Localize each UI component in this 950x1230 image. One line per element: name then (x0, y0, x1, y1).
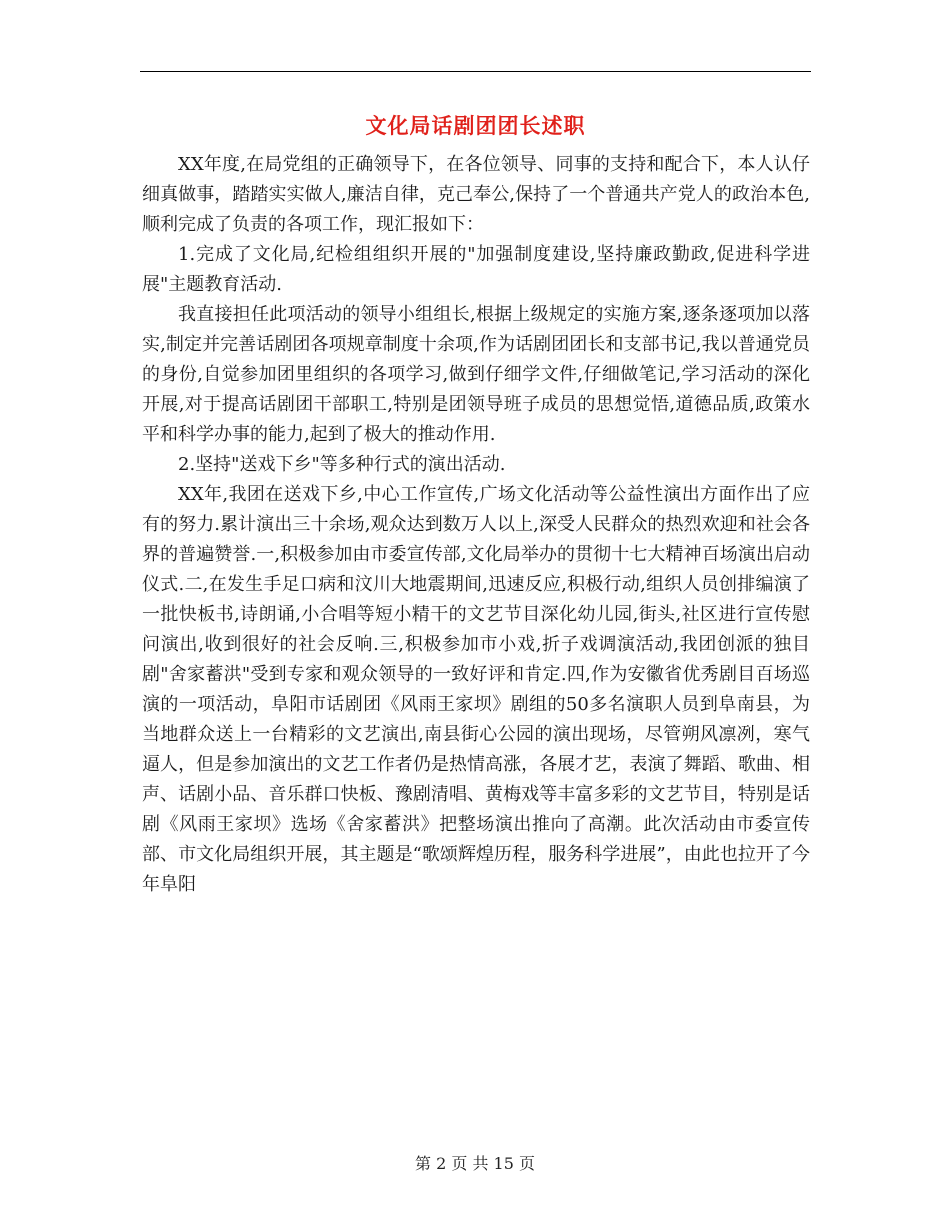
page-number-footer: 第 2 页 共 15 页 (415, 1154, 535, 1173)
header-rule (140, 71, 811, 72)
paragraph-heading-1: 1.完成了文化局,纪检组组织开展的"加强制度建设,坚持廉政勤政,促进科学进展"主题教育活动. (142, 244, 810, 295)
paragraph-body-2: XX年,我团在送戏下乡,中心工作宣传,广场文化活动等公益性演出方面作出了应有的努力.累计演出三十余场,观众达到数万人以上,深受人民群众的热烈欢迎和社会各界的普遍赞誉.一,积极参加由市委宣传部,文化局举办的贯彻十七大精神百场演出启动仪式.二,在发生手足口病和汶川大地震期间,迅速反应,积极行动,组织人员创排编演了一批快板书,诗朗诵,小合唱等短小精干的文艺节目深化幼儿园,街头,社区进行宣传慰问演出,收到很好的社会反响.三,积极参加市小戏,折子戏调演活动,我团创派的独目剧"舍家蓄洪"受到专家和观众领导的一致好评和肯定.四,作为安徽省优秀剧目百场巡演的一项活动，阜阳市话剧团《风雨王家坝》剧组的50多名演职人员到阜南县，为当地群众送上一台精彩的文艺演出,南县街心公园的演出现场，尽管朔风凛冽，寒气逼人，但是参加演出的文艺工作者仍是热情高涨，各展才艺，表演了舞蹈、歌曲、相声、话剧小品、音乐群口快板、豫剧清唱、黄梅戏等丰富多彩的文艺节目，特别是话剧《风雨王家坝》选场《舍家蓄洪》把整场演出推向了高潮。此次活动由市委宣传部、市文化局组织开展，其主题是“歌颂辉煌历程，服务科学进展”，由此也拉开了今年阜阳 (142, 484, 810, 895)
paragraph-intro: XX年度,在局党组的正确领导下，在各位领导、同事的支持和配合下，本人认仔细真做事，踏踏实实做人,廉洁自律，克己奉公,保持了一个普通共产党人的政治本色,顺利完成了负责的各项工作，现汇报如下： (142, 154, 810, 235)
paragraph-body-1: 我直接担任此项活动的领导小组组长,根据上级规定的实施方案,逐条逐项加以落实,制定并完善话剧团各项规章制度十余项,作为话剧团团长和支部书记,我以普通党员的身份,自觉参加团里组织的各项学习,做到仔细学文件,仔细做笔记,学习活动的深化开展,对于提高话剧团干部职工,特别是团领导班子成员的思想觉悟,道德品质,政策水平和科学办事的能力,起到了极大的推动作用. (142, 304, 810, 445)
document-body (142, 150, 810, 900)
paragraph-heading-2: 2.坚持"送戏下乡"等多种行式的演出活动. (178, 454, 506, 475)
document-title: 文化局话剧团团长述职 (365, 113, 586, 138)
